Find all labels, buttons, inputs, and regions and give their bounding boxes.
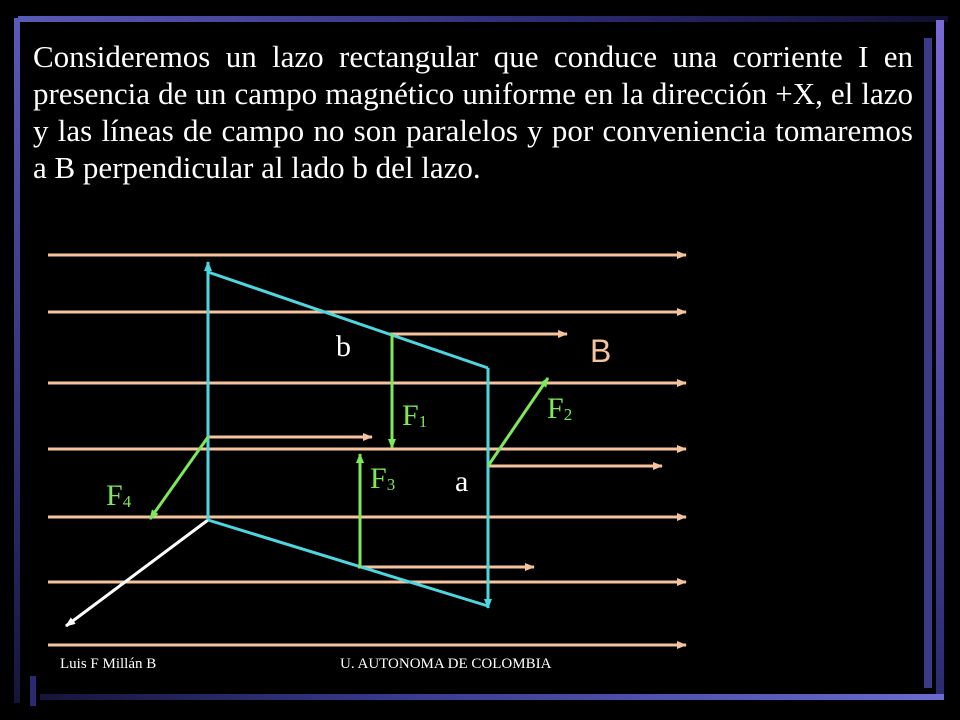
field-b-label: B: [590, 333, 612, 369]
force-f3-base: F: [370, 462, 387, 495]
force-f4-base: F: [106, 479, 123, 512]
force-f2-sub: 2: [563, 405, 573, 424]
force-f1-sub: 1: [418, 412, 428, 431]
force-f3-label: [370, 462, 395, 495]
depth-axis-arrow: [66, 520, 208, 626]
side-a-label: a: [455, 465, 469, 498]
force-f2-base: F: [547, 392, 564, 425]
force-f3-sub: 3: [386, 475, 396, 494]
footer-institution: U. AUTONOMA DE COLOMBIA: [340, 656, 552, 672]
force-f2-arrow: [488, 378, 548, 466]
footer-author: Luis F Millán B: [60, 656, 157, 672]
force-f1-base: F: [402, 399, 419, 432]
force-f4-label: [106, 479, 132, 512]
side-b-label: b: [336, 330, 351, 363]
force-f2-label: [547, 392, 572, 425]
slide-paragraph: Consideremos un lazo rectangular que conduce una corriente I en presencia de un campo magnético uniforme en la dirección +X, el lazo y las líneas de campo no son paralelos y por conveniencia tomaremos a B perpendicular al lado b del lazo.: [33, 39, 913, 185]
loop-side-bottom: [208, 520, 488, 606]
field-lines: [48, 255, 686, 645]
force-f4-sub: 4: [122, 492, 132, 511]
force-f1-label: [402, 399, 427, 432]
current-loop: [208, 262, 488, 608]
